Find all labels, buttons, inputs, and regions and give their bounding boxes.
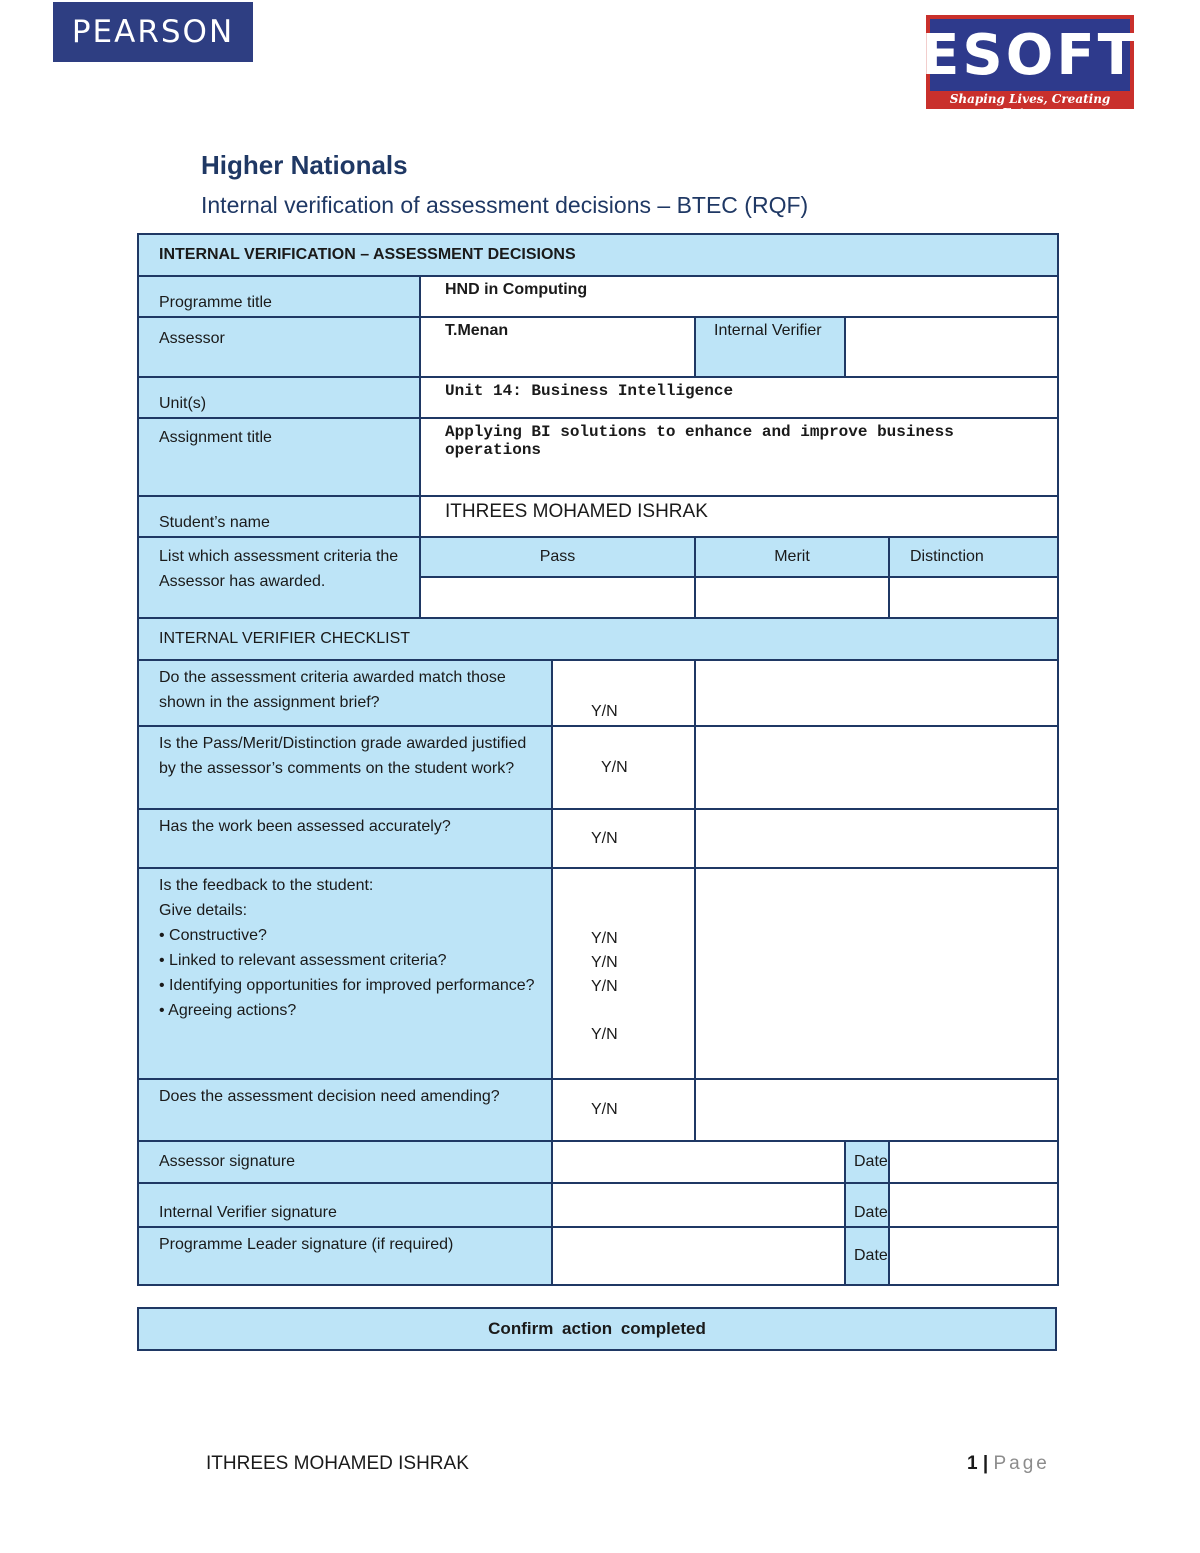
page-subtitle: Internal verification of assessment decisions – BTEC (RQF) <box>201 192 809 218</box>
unit-label: Unit(s) <box>138 377 420 418</box>
verification-form <box>137 233 1059 1286</box>
page-word: Page <box>993 1453 1050 1474</box>
assessor-signature-field[interactable] <box>552 1141 845 1183</box>
q4-yn-opportunities[interactable]: Y/N <box>591 978 618 995</box>
pearson-logo-text: PEARSON <box>71 14 235 50</box>
q5-yn[interactable]: Y/N <box>552 1079 695 1141</box>
pass-header: Pass <box>420 537 695 577</box>
confirm-action-table <box>137 1307 1057 1351</box>
q4-yn-agreeing[interactable]: Y/N <box>591 1026 618 1043</box>
q4-yn-constructive[interactable]: Y/N <box>591 930 618 947</box>
esoft-logo-text: ESOFT <box>930 19 1130 91</box>
q4-comments[interactable] <box>695 868 1058 1079</box>
q4-bullet-constructive: • Constructive? <box>159 927 267 944</box>
confirm-action-completed: Confirm action completed <box>138 1308 1056 1350</box>
distinction-criteria-cell[interactable] <box>889 577 1058 618</box>
pl-date-field[interactable] <box>889 1227 1058 1285</box>
programme-title-value[interactable]: HND in Computing <box>420 276 1058 317</box>
footer-student-name: ITHREES MOHAMED ISHRAK <box>206 1453 469 1474</box>
q4-yn-linked[interactable]: Y/N <box>591 954 618 971</box>
student-name-label: Student’s name <box>138 496 420 537</box>
q2-yn[interactable]: Y/N <box>552 726 695 809</box>
q5-comments[interactable] <box>695 1079 1058 1141</box>
q4-bullet-agreeing: • Agreeing actions? <box>159 1002 297 1019</box>
iv-signature-field[interactable] <box>552 1183 845 1227</box>
esoft-tagline: Shaping Lives, Creating Futures. <box>949 92 1111 120</box>
q4-details: Give details: <box>159 902 248 919</box>
q4-bullet-opportunities: • Identifying opportunities for improved performance? <box>159 977 535 994</box>
section-header-checklist: INTERNAL VERIFIER CHECKLIST <box>138 618 1058 660</box>
page-separator: | <box>982 1453 989 1474</box>
pl-signature-field[interactable] <box>552 1227 845 1285</box>
checklist-q1: Do the assessment criteria awarded match those shown in the assignment brief? <box>138 660 552 726</box>
iv-date-label: Date <box>845 1183 889 1227</box>
page-number: 1 <box>967 1453 978 1474</box>
merit-header: Merit <box>695 537 889 577</box>
assessor-label: Assessor <box>138 317 420 377</box>
pearson-logo <box>53 2 253 62</box>
assessor-date-field[interactable] <box>889 1141 1058 1183</box>
q4-bullets <box>159 923 543 1023</box>
criteria-label: List which assessment criteria the Assessor has awarded. <box>138 537 420 618</box>
checklist-q4 <box>138 868 552 1079</box>
programme-title-label: Programme title <box>138 276 420 317</box>
internal-verifier-label: Internal Verifier <box>695 317 845 377</box>
checklist-q5: Does the assessment decision need amending? <box>138 1079 552 1141</box>
q4-bullet-linked: • Linked to relevant assessment criteria? <box>159 952 447 969</box>
iv-signature-label: Internal Verifier signature <box>138 1183 552 1227</box>
unit-value[interactable]: Unit 14: Business Intelligence <box>420 377 1058 418</box>
checklist-q3: Has the work been assessed accurately? <box>138 809 552 868</box>
esoft-logo <box>921 15 1139 120</box>
pl-signature-label: Programme Leader signature (if required) <box>138 1227 552 1285</box>
assessor-signature-label: Assessor signature <box>138 1141 552 1183</box>
internal-verifier-value[interactable] <box>845 317 1058 377</box>
checklist-q2: Is the Pass/Merit/Distinction grade awarded justified by the assessor’s comments on the student work? <box>138 726 552 809</box>
pass-criteria-cell[interactable] <box>420 577 695 618</box>
q3-comments[interactable] <box>695 809 1058 868</box>
q3-yn[interactable]: Y/N <box>552 809 695 868</box>
footer-page-number <box>967 1453 1050 1475</box>
q4-yn-list <box>552 868 695 1079</box>
assessor-value[interactable]: T.Menan <box>420 317 695 377</box>
section-header-decisions: INTERNAL VERIFICATION – ASSESSMENT DECISIONS <box>138 234 1058 276</box>
q1-comments[interactable] <box>695 660 1058 726</box>
page-title: Higher Nationals <box>201 150 408 180</box>
iv-date-field[interactable] <box>889 1183 1058 1227</box>
q2-comments[interactable] <box>695 726 1058 809</box>
student-name-value[interactable]: ITHREES MOHAMED ISHRAK <box>420 496 1058 537</box>
q1-yn[interactable]: Y/N <box>552 660 695 726</box>
distinction-header: Distinction <box>889 537 1058 577</box>
assignment-title-label: Assignment title <box>138 418 420 496</box>
pl-date-label: Date <box>845 1227 889 1285</box>
assignment-title-value[interactable]: Applying BI solutions to enhance and improve business operations <box>420 418 1058 496</box>
assessor-date-label: Date <box>845 1141 889 1183</box>
q4-intro: Is the feedback to the student: <box>159 877 374 894</box>
merit-criteria-cell[interactable] <box>695 577 889 618</box>
